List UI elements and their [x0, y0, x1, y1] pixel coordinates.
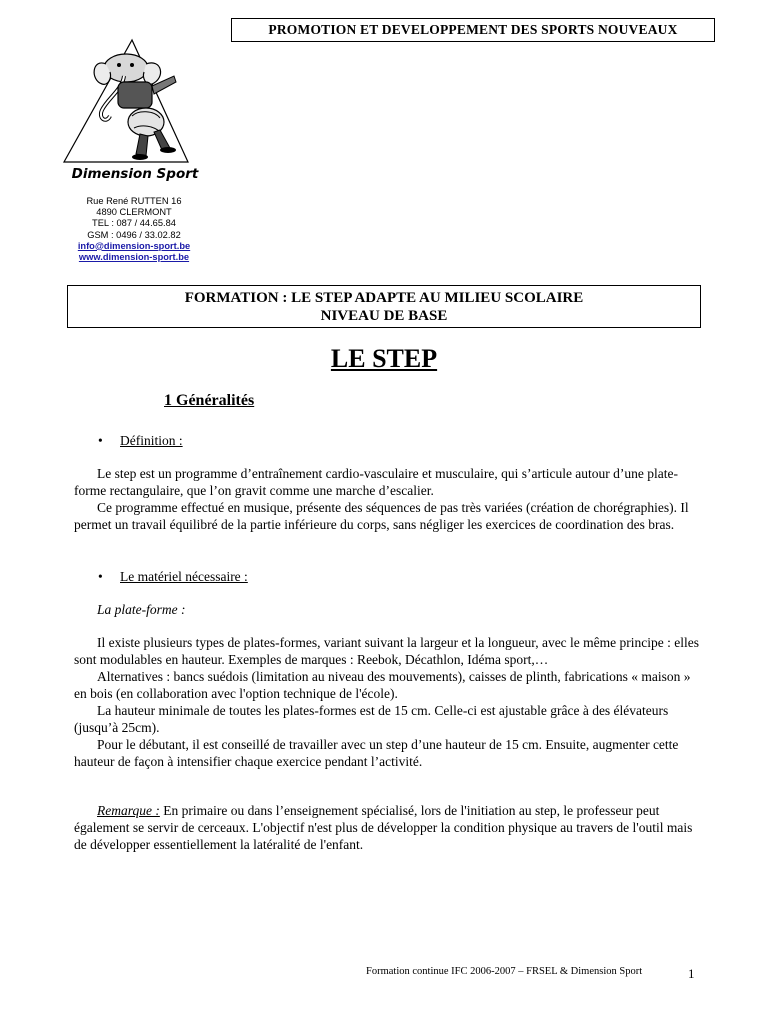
materiel-text	[74, 634, 700, 770]
remark-label: Remarque :	[97, 803, 160, 818]
section-heading: 1 Généralités	[164, 392, 255, 409]
definition-text	[74, 465, 700, 533]
materiel-label: Le matériel nécessaire :	[120, 569, 248, 584]
plate-forme-subheading: La plate-forme :	[97, 602, 186, 617]
phone-number: TEL : 087 / 44.65.84	[92, 218, 176, 229]
remark-text	[74, 802, 700, 853]
brand-name: Dimension Sport	[71, 166, 199, 182]
header-banner	[231, 18, 715, 42]
address-line-1: Rue René RUTTEN 16	[86, 196, 182, 206]
materiel-paragraph-2: Alternatives : bancs suédois (limitation au niveau des mouvements), caisses de plinth, fabrications « maison » en bois (en collaboration avec l'option technique de l'école).	[74, 669, 691, 701]
footer-text: Formation continue IFC 2006-2007 – FRSEL & Dimension Sport	[366, 966, 643, 977]
address-line-2: 4890 CLERMONT	[96, 207, 172, 218]
materiel-paragraph-3: La hauteur minimale de toutes les plates-formes est de 15 cm. Celle-ci est ajustable grâce à des élévateurs (jusqu’à 25cm).	[74, 703, 669, 735]
mobile-number: GSM : 0496 / 33.02.82	[87, 229, 181, 240]
email-link[interactable]: info@dimension-sport.be	[77, 240, 191, 251]
header-banner-text: PROMOTION ET DEVELOPPEMENT DES SPORTS NOUVEAUX	[268, 22, 678, 37]
page-title: LE STEP	[330, 344, 438, 373]
materiel-paragraph-1: Il existe plusieurs types de plates-formes, variant suivant la largeur et la longueur, avec le même principe : elles sont modulables en hauteur. Exemples de marques : Reebok, Décathlon, Idéma sport,…	[74, 635, 700, 667]
website-link[interactable]: www.dimension-sport.be	[78, 252, 190, 263]
dimension-sport-logo	[62, 38, 190, 166]
materiel-paragraph-4: Pour le débutant, il est conseillé de travailler avec un step d’une hauteur de 15 cm. Ensuite, augmenter cette hauteur de façon à intensifier chaque exercice pendant l’activité.	[74, 737, 679, 769]
formation-title-line-1: FORMATION : LE STEP ADAPTE AU MILIEU SCOLAIRE	[184, 290, 584, 306]
contact-block	[64, 196, 204, 263]
formation-title-line-2: NIVEAU DE BASE	[320, 308, 448, 324]
definition-paragraph-2: Ce programme effectué en musique, présente des séquences de pas très variées (création de chorégraphies). Il permet un travail équilibré de la partie inférieure du corps, sans négliger les exercices de coordination des bras.	[74, 500, 689, 532]
definition-paragraph-1: Le step est un programme d’entraînement cardio-vasculaire et musculaire, qui s’articule autour d’une plate-forme rectangulaire, que l’on gravit comme une marche d’escalier.	[74, 466, 679, 498]
remark-body: En primaire ou dans l’enseignement spécialisé, lors de l'initiation au step, le professeur peut également se servir de cerceaux. L'objectif n'est plus de développer la condition physique au travers de l'outil mais de développer essentiellement la latéralité de l'enfant.	[74, 803, 693, 852]
formation-title-box	[67, 285, 701, 328]
definition-label: Définition :	[120, 433, 183, 448]
page-number: 1	[688, 966, 695, 981]
